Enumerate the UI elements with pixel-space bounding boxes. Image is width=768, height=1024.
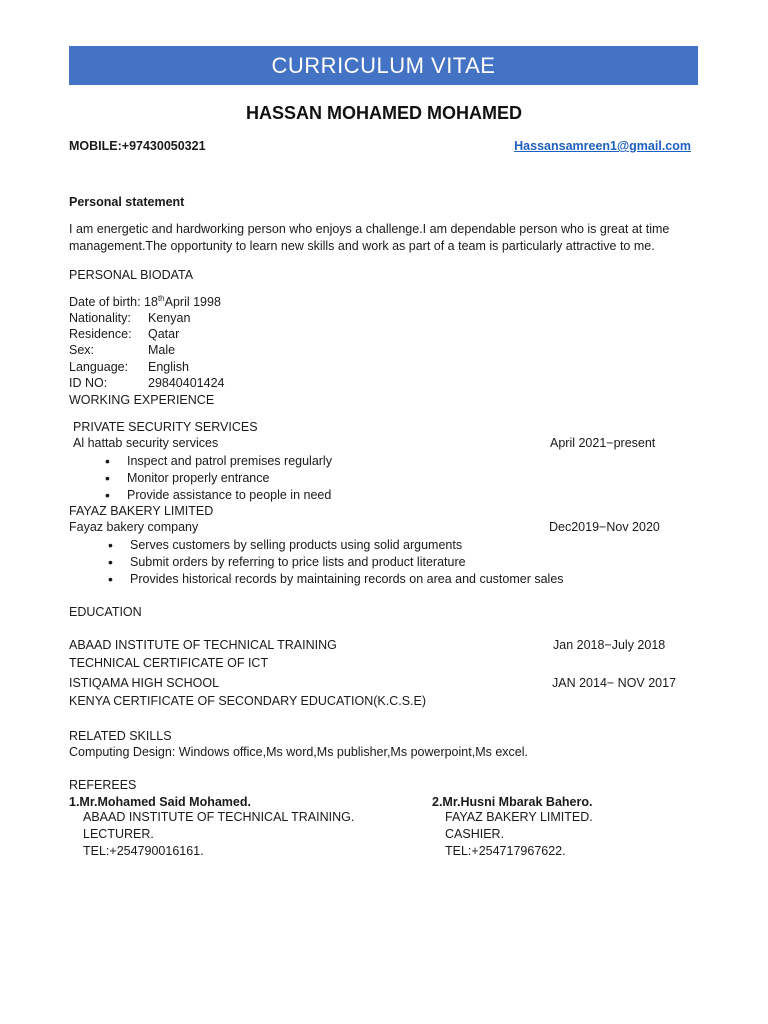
language-row: [69, 360, 189, 374]
dob-suffix: th: [157, 294, 165, 303]
referee-1-name: 1.Mr.Mohamed Said Mohamed.: [69, 795, 251, 809]
candidate-name: HASSAN MOHAMED MOHAMED: [246, 103, 522, 123]
email-link[interactable]: Hassansamreen1@gmail.com: [514, 139, 691, 153]
nationality-value: Kenyan: [148, 311, 191, 325]
mobile-number: MOBILE:+97430050321: [69, 139, 206, 153]
referees-heading: REFEREES: [69, 778, 137, 792]
language-value: English: [148, 360, 189, 374]
id-value: 29840401424: [148, 376, 225, 390]
education-2-dates: JAN 2014− NOV 2017: [552, 676, 677, 690]
biodata-heading: PERSONAL BIODATA: [69, 268, 194, 282]
nationality-row: [69, 311, 190, 325]
language-label: Language:: [69, 360, 129, 374]
sex-label: Sex:: [69, 343, 95, 357]
job-1-company: Al hattab security services: [73, 436, 219, 450]
skills-text: Computing Design: Windows office,Ms word,Ms publisher,Ms powerpoint,Ms excel.: [69, 745, 528, 759]
residence-row: [69, 327, 179, 341]
list-item: • Monitor properly entrance: [105, 470, 332, 487]
job-2-duties: [108, 537, 564, 588]
referee-2-name: 2.Mr.Husni Mbarak Bahero.: [432, 795, 593, 809]
sex-row: [69, 343, 175, 357]
id-row: [69, 376, 224, 390]
personal-statement-heading: Personal statement: [69, 195, 185, 209]
dob-value: April 1998: [164, 295, 221, 310]
referee-1-tel: TEL:+254790016161.: [83, 844, 204, 858]
dob-row: [69, 294, 221, 309]
education-1-award: TECHNICAL CERTIFICATE OF ICT: [69, 656, 269, 670]
list-item: • Inspect and patrol premises regularly: [105, 453, 332, 470]
list-item: • Serves customers by selling products using solid arguments: [108, 537, 564, 554]
list-item: • Provide assistance to people in need: [105, 487, 332, 504]
statement-line-2: management.The opportunity to learn new skills and work as part of a team is particularly attractive to me.: [69, 239, 655, 253]
job-2-dates: Dec2019−Nov 2020: [549, 520, 660, 534]
document-title: CURRICULUM VITAE: [271, 52, 496, 78]
referee-2-tel: TEL:+254717967622.: [445, 844, 566, 858]
list-item: • Submit orders by referring to price lists and product literature: [108, 554, 564, 571]
dob-label: Date of birth: 18: [69, 295, 158, 310]
job-1-dates: April 2021−present: [550, 436, 656, 450]
education-1-school: ABAAD INSTITUTE OF TECHNICAL TRAINING: [69, 638, 337, 652]
referee-1-role: LECTURER.: [83, 827, 154, 841]
skills-heading: RELATED SKILLS: [69, 729, 172, 743]
experience-heading: WORKING EXPERIENCE: [69, 393, 215, 407]
residence-value: Qatar: [148, 327, 180, 341]
job-2-company: Fayaz bakery company: [69, 520, 199, 534]
nationality-label: Nationality:: [69, 311, 131, 325]
job-1-title: PRIVATE SECURITY SERVICES: [73, 420, 258, 434]
education-1-dates: Jan 2018−July 2018: [553, 638, 666, 652]
job-1-duties: [105, 453, 332, 504]
education-2-award: KENYA CERTIFICATE OF SECONDARY EDUCATION(K.C.S.E): [69, 694, 427, 708]
statement-line-1: I am energetic and hardworking person who enjoys a challenge.I am dependable person who is great at time: [69, 222, 670, 236]
education-heading: EDUCATION: [69, 605, 142, 619]
title-banner: [69, 46, 698, 85]
education-2-school: ISTIQAMA HIGH SCHOOL: [69, 676, 220, 690]
job-2-title: FAYAZ BAKERY LIMITED: [69, 504, 214, 518]
list-item: • Provides historical records by maintaining records on area and customer sales: [108, 571, 564, 588]
residence-label: Residence:: [69, 327, 132, 341]
id-label: ID NO:: [69, 376, 108, 390]
referee-2-org: FAYAZ BAKERY LIMITED.: [445, 810, 593, 824]
sex-value: Male: [148, 343, 176, 357]
referee-1-org: ABAAD INSTITUTE OF TECHNICAL TRAINING.: [83, 810, 355, 824]
referee-2-role: CASHIER.: [445, 827, 505, 841]
